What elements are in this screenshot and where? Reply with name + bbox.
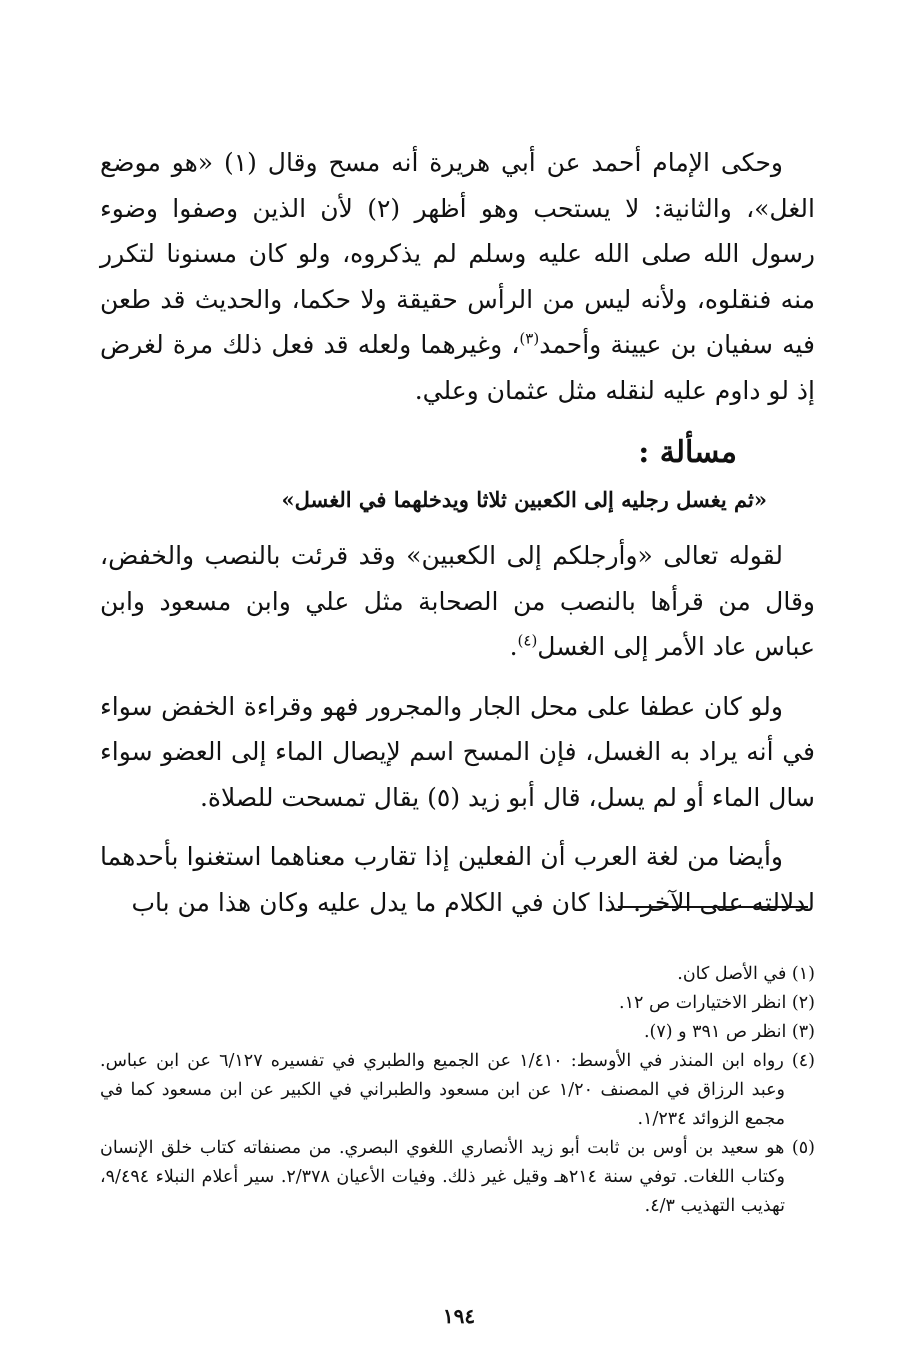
footnote-separator (618, 906, 808, 908)
page-number: ١٩٤ (442, 1304, 476, 1328)
paragraph-1 (100, 140, 815, 413)
paragraph-2-text: لقوله تعالى «وأرجلكم إلى الكعبين» وقد قرئت بالنصب والخفض، وقال من قرأها بالنصب من الصحابة مثل علي وابن مسعود وابن عباس عاد الأمر إلى الغسل (100, 541, 815, 661)
paragraph-2 (100, 533, 815, 670)
paragraph-1-tail: ، وغيرهما ولعله قد فعل ذلك مرة لغرض إذ لو داوم عليه لنقله مثل عثمان وعلي. (100, 330, 815, 405)
footnote-ref-3: (٣) (519, 329, 540, 348)
footnote-3: (٣) انظر ص ٣٩١ و (٧). (643, 1022, 815, 1042)
paragraph-2-tail: . (509, 632, 518, 661)
footnotes (100, 960, 815, 1221)
footnote-4: (٤) رواه ابن المنذر في الأوسط: ١/٤١٠ عن الجميع والطبري في تفسيره ٦/١٢٧ عن ابن عباس. وعبد الرزاق في المصنف ١/٢٠ عن ابن مسعود والطبراني في الكبير عن ابن مسعود كما في مجمع الزوائد ١/٢٣٤. (100, 1051, 815, 1129)
paragraph-3: ولو كان عطفا على محل الجار والمجرور فهو وقراءة الخفض سواء في أنه يراد به الغسل، فإن المسح اسم لإيصال الماء إلى العضو سواء سال الماء أو لم يسل، قال أبو زيد (٥) يقال تمسحت للصلاة. (100, 691, 815, 812)
paragraph-1-text: وحكى الإمام أحمد عن أبي هريرة أنه مسح وقال (١) «هو موضع الغل»، والثانية: لا يستحب وهو أظهر (٢) لأن الذين وصفوا وضوء رسول الله صلى الله عليه وسلم لم يذكروه، ولو كان مسنونا لتكرر منه فنقلوه، ولأنه ليس من الرأس حقيقة ولا حكما، والحديث قد طعن فيه سفيان بن عيينة وأحمد (100, 148, 815, 359)
footnote-1: (١) في الأصل كان. (677, 964, 815, 984)
footnote-ref-4: (٤) (517, 631, 538, 650)
main-text (100, 140, 815, 939)
paragraph-4: وأيضا من لغة العرب أن الفعلين إذا تقارب معناهما استغنوا بأحدهما لدلالته على الآخر. لذا كان في الكلام ما يدل عليه وكان هذا من باب (100, 842, 815, 917)
section-heading: مسألة : (638, 435, 737, 470)
footnote-5: (٥) هو سعيد بن أوس بن ثابت أبو زيد الأنصاري اللغوي البصري. من مصنفاته كتاب خلق الإنسان وكتاب اللغات. توفي سنة ٢١٤هـ وقيل غير ذلك. وفيات الأعيان ٢/٣٧٨. سير أعلام النبلاء ٩/٤٩٤، تهذيب التهذيب ٤/٣. (100, 1138, 815, 1216)
quoted-text: «ثم يغسل رجليه إلى الكعبين ثلاثا ويدخلهما في الغسل» (281, 487, 767, 512)
footnote-2: (٢) انظر الاختيارات ص ١٢. (619, 993, 815, 1013)
